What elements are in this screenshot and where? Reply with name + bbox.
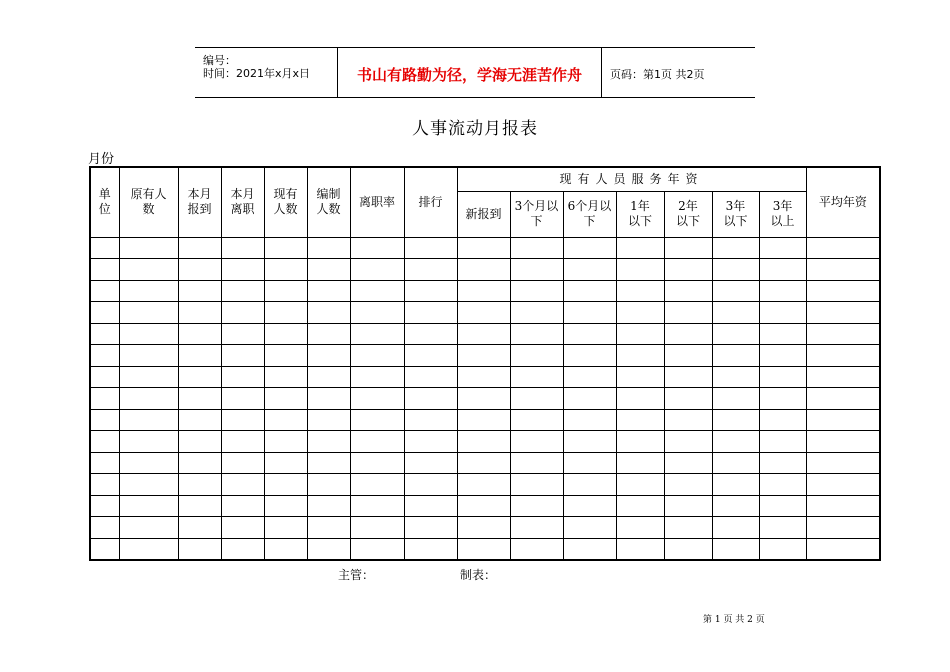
table-cell[interactable]: [616, 495, 664, 517]
table-cell[interactable]: [759, 323, 806, 345]
table-cell[interactable]: [616, 431, 664, 453]
table-cell[interactable]: [404, 302, 457, 324]
table-cell[interactable]: [119, 431, 178, 453]
table-cell[interactable]: [178, 452, 221, 474]
table-cell[interactable]: [350, 431, 404, 453]
table-cell[interactable]: [119, 538, 178, 560]
table-cell[interactable]: [510, 388, 563, 410]
table-cell[interactable]: [264, 474, 307, 496]
table-cell[interactable]: [806, 517, 880, 539]
table-cell[interactable]: [119, 366, 178, 388]
table-cell[interactable]: [664, 517, 712, 539]
table-cell[interactable]: [457, 452, 510, 474]
table-cell[interactable]: [178, 388, 221, 410]
table-cell[interactable]: [457, 388, 510, 410]
table-cell[interactable]: [90, 452, 119, 474]
table-cell[interactable]: [264, 538, 307, 560]
table-cell[interactable]: [664, 323, 712, 345]
page-info: 页码：第1页 共2页: [610, 68, 705, 81]
table-cell[interactable]: [510, 259, 563, 281]
table-cell[interactable]: [90, 302, 119, 324]
table-cell[interactable]: [457, 431, 510, 453]
table-cell[interactable]: [178, 517, 221, 539]
header-slogan: 书山有路勤为径，学海无涯苦作舟: [356, 66, 582, 84]
table-cell[interactable]: [90, 323, 119, 345]
table-cell[interactable]: [178, 366, 221, 388]
table-cell[interactable]: [307, 409, 350, 431]
table-cell[interactable]: [712, 409, 759, 431]
table-cell[interactable]: [664, 366, 712, 388]
table-cell[interactable]: [90, 431, 119, 453]
table-cell[interactable]: [806, 388, 880, 410]
table-cell[interactable]: [759, 237, 806, 259]
subcol-under-3-years: 3年以下: [712, 191, 759, 237]
table-row: [90, 345, 880, 367]
table-cell[interactable]: [264, 345, 307, 367]
table-cell[interactable]: [264, 280, 307, 302]
table-cell[interactable]: [221, 323, 264, 345]
table-cell[interactable]: [616, 474, 664, 496]
table-cell[interactable]: [616, 259, 664, 281]
table-cell[interactable]: [221, 237, 264, 259]
table-cell[interactable]: [563, 538, 616, 560]
personnel-report-table: [89, 166, 881, 561]
table-cell[interactable]: [563, 237, 616, 259]
table-cell[interactable]: [404, 409, 457, 431]
table-cell[interactable]: [404, 517, 457, 539]
table-cell[interactable]: [457, 323, 510, 345]
serial-number-label: 编号：: [203, 54, 236, 67]
table-cell[interactable]: [510, 323, 563, 345]
table-cell[interactable]: [404, 495, 457, 517]
table-cell[interactable]: [457, 474, 510, 496]
table-cell[interactable]: [616, 388, 664, 410]
table-cell[interactable]: [350, 388, 404, 410]
table-cell[interactable]: [616, 302, 664, 324]
table-cell[interactable]: [457, 302, 510, 324]
table-cell[interactable]: [616, 345, 664, 367]
table-cell[interactable]: [178, 323, 221, 345]
preparer-label: 制表：: [460, 568, 497, 582]
table-cell[interactable]: [221, 259, 264, 281]
table-cell[interactable]: [759, 345, 806, 367]
table-cell[interactable]: [563, 302, 616, 324]
page-title: 人事流动月报表: [412, 119, 538, 139]
table-cell[interactable]: [178, 280, 221, 302]
table-cell[interactable]: [350, 237, 404, 259]
col-header-average-seniority: 平均年资: [806, 167, 880, 237]
subcol-under-3-months: 3个月以下: [510, 191, 563, 237]
table-cell[interactable]: [563, 409, 616, 431]
table-cell[interactable]: [350, 409, 404, 431]
table-cell[interactable]: [404, 280, 457, 302]
col-header-departures: 本月离职: [221, 167, 264, 237]
subcol-under-1-year: 1年以下: [616, 191, 664, 237]
table-cell[interactable]: [563, 495, 616, 517]
table-cell[interactable]: [457, 280, 510, 302]
table-cell[interactable]: [664, 431, 712, 453]
table-cell[interactable]: [350, 366, 404, 388]
table-cell[interactable]: [616, 538, 664, 560]
table-cell[interactable]: [221, 538, 264, 560]
table-row: [90, 452, 880, 474]
table-cell[interactable]: [759, 259, 806, 281]
table-cell[interactable]: [712, 517, 759, 539]
table-cell[interactable]: [404, 452, 457, 474]
table-cell[interactable]: [221, 431, 264, 453]
table-row: [90, 517, 880, 539]
table-row: [90, 474, 880, 496]
table-row: [90, 237, 880, 259]
table-cell[interactable]: [616, 409, 664, 431]
table-cell[interactable]: [264, 409, 307, 431]
table-cell[interactable]: [759, 431, 806, 453]
table-cell[interactable]: [90, 409, 119, 431]
table-cell[interactable]: [119, 280, 178, 302]
table-cell[interactable]: [457, 366, 510, 388]
table-cell[interactable]: [664, 280, 712, 302]
table-cell[interactable]: [178, 538, 221, 560]
table-cell[interactable]: [457, 237, 510, 259]
table-cell[interactable]: [616, 452, 664, 474]
table-cell[interactable]: [119, 345, 178, 367]
table-cell[interactable]: [307, 345, 350, 367]
table-cell[interactable]: [119, 237, 178, 259]
table-row: [90, 259, 880, 281]
time-label: 时间：2021年x月x日: [203, 67, 311, 80]
table-cell[interactable]: [712, 495, 759, 517]
table-cell[interactable]: [457, 345, 510, 367]
table-row: [90, 538, 880, 560]
table-cell[interactable]: [712, 452, 759, 474]
table-cell[interactable]: [510, 517, 563, 539]
table-cell[interactable]: [221, 495, 264, 517]
table-cell[interactable]: [563, 366, 616, 388]
table-cell[interactable]: [563, 280, 616, 302]
table-cell[interactable]: [712, 302, 759, 324]
table-cell[interactable]: [307, 280, 350, 302]
table-cell[interactable]: [664, 237, 712, 259]
table-cell[interactable]: [806, 237, 880, 259]
table-cell[interactable]: [119, 474, 178, 496]
table-cell[interactable]: [307, 452, 350, 474]
table-cell[interactable]: [350, 345, 404, 367]
table-cell[interactable]: [759, 538, 806, 560]
table-cell[interactable]: [759, 302, 806, 324]
table-cell[interactable]: [307, 259, 350, 281]
col-header-new-arrivals: 本月报到: [178, 167, 221, 237]
table-cell[interactable]: [457, 259, 510, 281]
table-cell[interactable]: [404, 323, 457, 345]
col-header-unit: 单位: [90, 167, 119, 237]
table-cell[interactable]: [90, 538, 119, 560]
table-cell[interactable]: [664, 495, 712, 517]
table-cell[interactable]: [404, 388, 457, 410]
table-cell[interactable]: [664, 388, 712, 410]
subcol-over-3-years: 3年以上: [759, 191, 806, 237]
table-cell[interactable]: [350, 474, 404, 496]
table-cell[interactable]: [806, 259, 880, 281]
table-cell[interactable]: [664, 452, 712, 474]
table-cell[interactable]: [712, 388, 759, 410]
table-cell[interactable]: [664, 259, 712, 281]
table-cell[interactable]: [264, 237, 307, 259]
table-cell[interactable]: [563, 345, 616, 367]
table-cell[interactable]: [221, 474, 264, 496]
table-cell[interactable]: [806, 345, 880, 367]
col-header-original-count: 原有人数: [119, 167, 178, 237]
table-row: [90, 495, 880, 517]
table-cell[interactable]: [307, 495, 350, 517]
table-cell[interactable]: [759, 452, 806, 474]
table-cell[interactable]: [457, 517, 510, 539]
table-cell[interactable]: [616, 323, 664, 345]
table-cell[interactable]: [221, 409, 264, 431]
table-cell[interactable]: [90, 366, 119, 388]
manager-label: 主管：: [338, 568, 375, 582]
table-cell[interactable]: [712, 431, 759, 453]
table-cell[interactable]: [264, 517, 307, 539]
table-cell[interactable]: [221, 366, 264, 388]
header-meta-cell: [195, 48, 338, 97]
table-cell[interactable]: [563, 452, 616, 474]
table-cell[interactable]: [307, 302, 350, 324]
table-cell[interactable]: [178, 259, 221, 281]
table-cell[interactable]: [616, 237, 664, 259]
table-cell[interactable]: [616, 366, 664, 388]
table-cell[interactable]: [563, 517, 616, 539]
table-cell[interactable]: [264, 259, 307, 281]
table-cell[interactable]: [759, 495, 806, 517]
table-cell[interactable]: [264, 495, 307, 517]
table-cell[interactable]: [806, 366, 880, 388]
table-cell[interactable]: [616, 517, 664, 539]
table-cell[interactable]: [510, 431, 563, 453]
table-cell[interactable]: [664, 409, 712, 431]
table-cell[interactable]: [178, 474, 221, 496]
table-cell[interactable]: [221, 280, 264, 302]
table-cell[interactable]: [806, 431, 880, 453]
table-cell[interactable]: [307, 431, 350, 453]
table-cell[interactable]: [307, 323, 350, 345]
page-footer: 第 1 页 共 2 页: [703, 615, 765, 625]
table-cell[interactable]: [90, 495, 119, 517]
col-group-seniority: 现有人员服务年资: [457, 167, 806, 191]
table-cell[interactable]: [350, 302, 404, 324]
table-cell[interactable]: [350, 323, 404, 345]
table-cell[interactable]: [712, 474, 759, 496]
table-cell[interactable]: [119, 452, 178, 474]
table-cell[interactable]: [664, 538, 712, 560]
table-cell[interactable]: [350, 495, 404, 517]
table-cell[interactable]: [563, 388, 616, 410]
table-cell[interactable]: [664, 302, 712, 324]
table-cell[interactable]: [759, 474, 806, 496]
table-cell[interactable]: [759, 280, 806, 302]
table-cell[interactable]: [350, 538, 404, 560]
subcol-new: 新报到: [457, 191, 510, 237]
table-cell[interactable]: [119, 323, 178, 345]
document-header: [195, 47, 755, 98]
table-row: [90, 388, 880, 410]
table-cell[interactable]: [712, 259, 759, 281]
table-cell[interactable]: [264, 388, 307, 410]
table-cell[interactable]: [404, 366, 457, 388]
table-cell[interactable]: [664, 345, 712, 367]
table-row: [90, 280, 880, 302]
table-cell[interactable]: [806, 474, 880, 496]
table-cell[interactable]: [806, 452, 880, 474]
table-cell[interactable]: [563, 431, 616, 453]
table-cell[interactable]: [119, 517, 178, 539]
col-header-turnover-rate: 离职率: [350, 167, 404, 237]
table-cell[interactable]: [404, 431, 457, 453]
table-cell[interactable]: [307, 366, 350, 388]
table-cell[interactable]: [510, 495, 563, 517]
table-cell[interactable]: [806, 538, 880, 560]
table-cell[interactable]: [178, 409, 221, 431]
table-cell[interactable]: [264, 366, 307, 388]
table-cell[interactable]: [221, 517, 264, 539]
table-cell[interactable]: [90, 517, 119, 539]
table-cell[interactable]: [806, 495, 880, 517]
table-cell[interactable]: [664, 474, 712, 496]
col-header-quota: 编制人数: [307, 167, 350, 237]
table-cell[interactable]: [510, 280, 563, 302]
table-cell[interactable]: [350, 259, 404, 281]
col-header-current-count: 现有人数: [264, 167, 307, 237]
table-cell[interactable]: [806, 302, 880, 324]
table-cell[interactable]: [178, 495, 221, 517]
table-cell[interactable]: [307, 538, 350, 560]
table-cell[interactable]: [510, 409, 563, 431]
subcol-under-6-months: 6个月以下: [563, 191, 616, 237]
table-cell[interactable]: [119, 388, 178, 410]
table-cell[interactable]: [264, 431, 307, 453]
table-cell[interactable]: [119, 409, 178, 431]
table-cell[interactable]: [178, 431, 221, 453]
table-cell[interactable]: [510, 474, 563, 496]
table-cell[interactable]: [563, 259, 616, 281]
table-row: [90, 431, 880, 453]
table-cell[interactable]: [264, 302, 307, 324]
table-cell[interactable]: [806, 280, 880, 302]
table-cell[interactable]: [712, 323, 759, 345]
table-cell[interactable]: [806, 409, 880, 431]
table-cell[interactable]: [307, 517, 350, 539]
header-page-cell: [601, 48, 756, 97]
table-cell[interactable]: [759, 517, 806, 539]
table-cell[interactable]: [119, 302, 178, 324]
table-cell[interactable]: [90, 280, 119, 302]
table-row: [90, 366, 880, 388]
table-cell[interactable]: [712, 280, 759, 302]
table-cell[interactable]: [178, 237, 221, 259]
table-cell[interactable]: [119, 259, 178, 281]
table-cell[interactable]: [457, 409, 510, 431]
table-row: [90, 302, 880, 324]
table-cell[interactable]: [712, 345, 759, 367]
table-cell[interactable]: [264, 323, 307, 345]
table-cell[interactable]: [404, 259, 457, 281]
subcol-under-2-years: 2年以下: [664, 191, 712, 237]
table-cell[interactable]: [806, 323, 880, 345]
table-cell[interactable]: [221, 452, 264, 474]
table-cell[interactable]: [350, 517, 404, 539]
table-cell[interactable]: [264, 452, 307, 474]
table-cell[interactable]: [221, 388, 264, 410]
table-cell[interactable]: [404, 474, 457, 496]
table-cell[interactable]: [510, 302, 563, 324]
table-cell[interactable]: [90, 388, 119, 410]
table-cell[interactable]: [457, 538, 510, 560]
table-cell[interactable]: [307, 237, 350, 259]
table-cell[interactable]: [510, 538, 563, 560]
table-cell[interactable]: [712, 366, 759, 388]
table-row: [90, 323, 880, 345]
table-row: [90, 409, 880, 431]
table-cell[interactable]: [307, 474, 350, 496]
table-cell[interactable]: [404, 237, 457, 259]
table-cell[interactable]: [563, 474, 616, 496]
table-cell[interactable]: [510, 237, 563, 259]
table-cell[interactable]: [510, 366, 563, 388]
table-cell[interactable]: [221, 302, 264, 324]
table-cell[interactable]: [404, 345, 457, 367]
table-cell[interactable]: [759, 366, 806, 388]
table-cell[interactable]: [759, 409, 806, 431]
table-cell[interactable]: [404, 538, 457, 560]
col-header-rank: 排行: [404, 167, 457, 237]
table-cell[interactable]: [350, 280, 404, 302]
table-cell[interactable]: [510, 452, 563, 474]
table-cell[interactable]: [307, 388, 350, 410]
table-cell[interactable]: [759, 388, 806, 410]
table-cell[interactable]: [563, 323, 616, 345]
table-cell[interactable]: [178, 345, 221, 367]
table-cell[interactable]: [457, 495, 510, 517]
month-label: 月份: [88, 152, 115, 167]
table-cell[interactable]: [178, 302, 221, 324]
table-cell[interactable]: [90, 474, 119, 496]
table-cell[interactable]: [616, 280, 664, 302]
table-cell[interactable]: [90, 345, 119, 367]
table-cell[interactable]: [510, 345, 563, 367]
table-cell[interactable]: [90, 237, 119, 259]
table-cell[interactable]: [712, 538, 759, 560]
table-cell[interactable]: [90, 259, 119, 281]
table-cell[interactable]: [712, 237, 759, 259]
table-cell[interactable]: [350, 452, 404, 474]
table-cell[interactable]: [221, 345, 264, 367]
table-cell[interactable]: [119, 495, 178, 517]
